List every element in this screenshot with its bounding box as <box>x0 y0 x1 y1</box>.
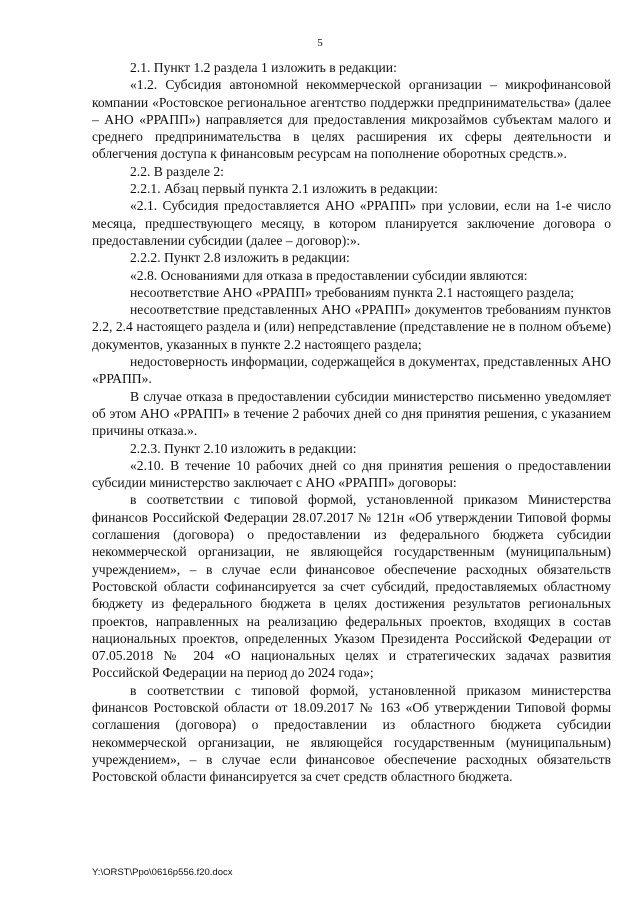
paragraph-quote-2-8: «2.8. Основаниями для отказа в предоставлении субсидии являются: <box>130 267 528 283</box>
paragraph-quote-1-2: «1.2. Субсидия автономной некоммерческой организации – микрофинансовой компании «Ростовское региональное агентство поддержки предпринимательства» (далее – АНО «РРАПП») направляется для предоставления микрозаймов субъектам малого и среднего предпринимательства в целях расширения их сферы деятельности и облегчения доступа к финансовым ресурсам на пополнение оборотных средств.». <box>92 77 611 162</box>
paragraph-regional-form: в соответствии с типовой формой, установленной приказом министерства финансов Ростовской области от 18.09.2017 № 163 «Об утверждении Типовой формы соглашения (договора) о предоставлении из областного бюджета субсидии некоммерческой организации, не являющейся государственным (муниципальным) учреждением», – в случае если финансовое обеспечение расходных обязательств Ростовской области финансируется за счет средств областного бюджета. <box>92 682 611 785</box>
paragraph-federal-form: в соответствии с типовой формой, установленной приказом Министерства финансов Российской Федерации 28.07.2017 № 121н «Об утверждении Типовой формы соглашения (договора) о предоставлении из федерального бюджета субсидии некоммерческой организации, не являющейся государственным (муниципальным) учреждением», – в случае если финансовое обеспечение расходных обязательств Ростовской области софинансируется за счет субсидий, предоставляемых областному бюджету из федерального бюджета в целях достижения результатов региональных проектов, направленных на реализацию федеральных проектов, входящих в состав национальных проектов, определенных Указом Президента Российской Федерации от 07.05.2018 № 204 «О национальных целях и стратегических задачах развития Российской Федерации на период до 2024 года»; <box>92 492 611 681</box>
paragraph-2-2-2: 2.2.2. Пункт 2.8 изложить в редакции: <box>130 250 350 266</box>
paragraph-2-1: 2.1. Пункт 1.2 раздела 1 изложить в редакции: <box>130 60 397 75</box>
footer-file-path: Y:\ORST\Ppo\0616p556.f20.docx <box>92 867 233 878</box>
paragraph-refusal-reason-2: несоответствие представленных АНО «РРАПП» документов требованиям пунктов 2.2, 2.4 настоящего раздела и (или) непредставление (представление не в полном объеме) документов, указанных в пункте 2.2 настоящего раздела; <box>92 302 611 352</box>
paragraph-refusal-notice: В случае отказа в предоставлении субсидии министерство письменно уведомляет об этом АНО «РРАПП» в течение 2 рабочих дней со дня принятия решения, с указанием причины отказа.». <box>92 388 611 439</box>
paragraph-refusal-reason-3: недостоверность информации, содержащейся в документах, представленных АНО «РРАПП». <box>92 354 611 387</box>
paragraph-quote-2-1: «2.1. Субсидия предоставляется АНО «РРАПП» при условии, если на 1-е число месяца, предшествующего месяцу, в котором планируется заключение договора о предоставлении субсидии (далее – договор):». <box>92 198 611 248</box>
paragraph-2-2-3: 2.2.3. Пункт 2.10 изложить в редакции: <box>130 440 357 456</box>
paragraph-quote-2-10: «2.10. В течение 10 рабочих дней со дня принятия решения о предоставлении субсидии министерство заключает с АНО «РРАПП» договоры: <box>92 457 611 491</box>
paragraph-2-2: 2.2. В разделе 2: <box>130 163 224 179</box>
paragraph-2-2-1: 2.2.1. Абзац первый пункта 2.1 изложить в редакции: <box>130 181 438 197</box>
paragraph-refusal-reason-1: несоответствие АНО «РРАПП» требованиям пункта 2.1 настоящего раздела; <box>130 284 575 300</box>
page-number: 5 <box>317 37 323 49</box>
document-body <box>92 59 611 785</box>
